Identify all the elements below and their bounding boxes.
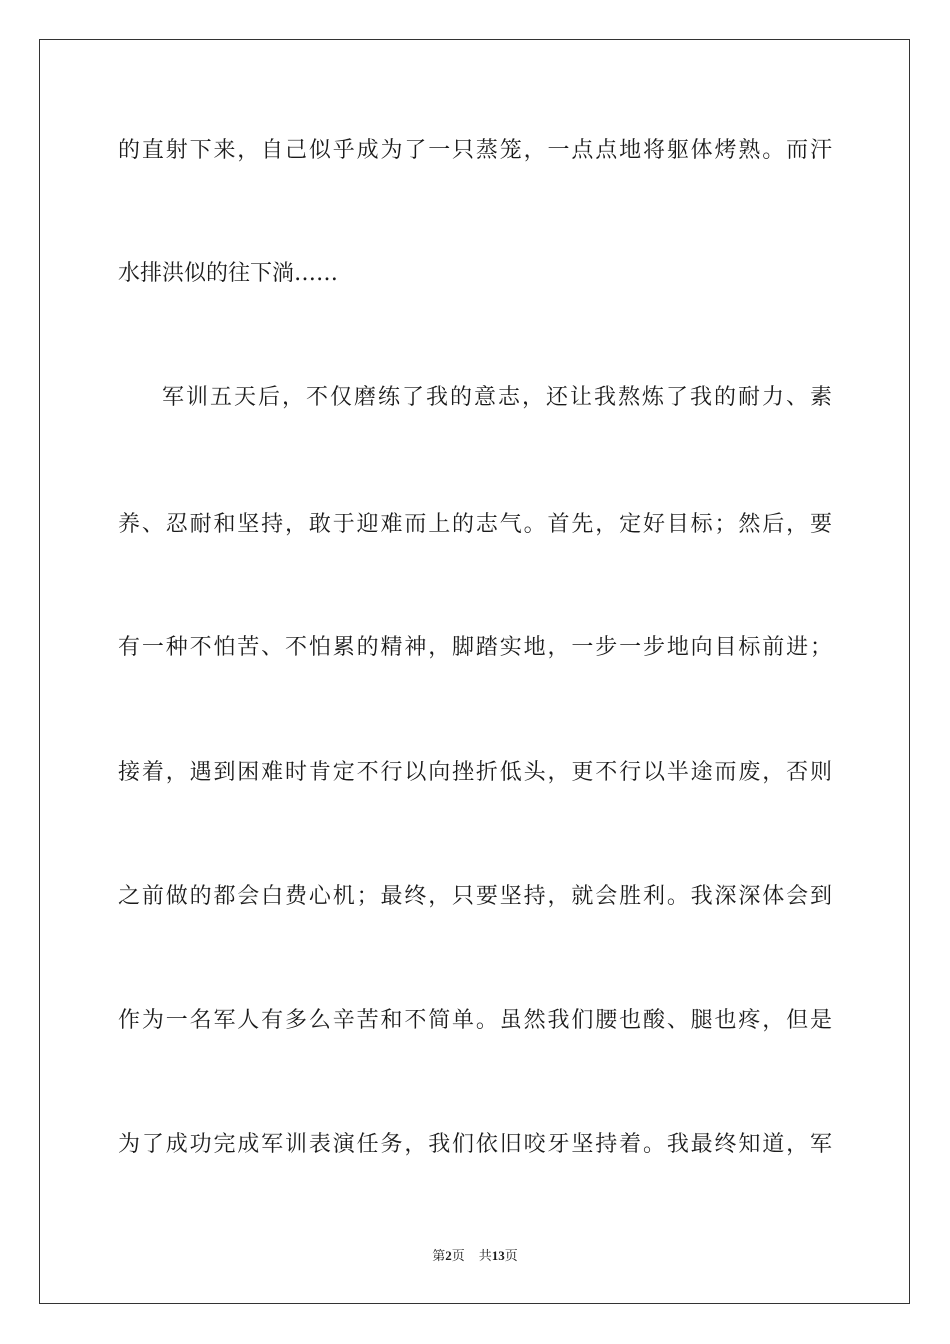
total-prefix: 共 [478, 1248, 492, 1263]
body-line-6: 接着，遇到困难时肯定不行以向挫折低头，更不行以半途而废，否则 [118, 760, 832, 785]
body-line-3: 军训五天后，不仅磨练了我的意志，还让我熬炼了我的耐力、素 [162, 385, 832, 410]
total-pages: 13 [491, 1248, 505, 1263]
body-line-7: 之前做的都会白费心机；最终，只要坚持，就会胜利。我深深体会到 [118, 884, 832, 909]
body-line-9: 为了成功完成军训表演任务，我们依旧咬牙坚持着。我最终知道，军 [118, 1132, 832, 1157]
body-line-4: 养、忍耐和坚持，敢于迎难而上的志气。首先，定好目标；然后，要 [118, 512, 832, 537]
page-number: 2 [445, 1248, 452, 1263]
page-suffix: 页 [451, 1248, 465, 1263]
body-line-8: 作为一名军人有多么辛苦和不简单。虽然我们腰也酸、腿也疼，但是 [118, 1008, 832, 1033]
body-line-2: 水排洪似的往下淌…… [118, 261, 339, 286]
body-line-5: 有一种不怕苦、不怕累的精神，脚踏实地，一步一步地向目标前进； [118, 635, 832, 660]
body-line-1: 的直射下来，自己似乎成为了一只蒸笼，一点点地将躯体烤熟。而汗 [118, 138, 832, 163]
page-prefix: 第 [432, 1248, 446, 1263]
total-suffix: 页 [504, 1248, 518, 1263]
page-footer [0, 1248, 950, 1264]
page-border [39, 39, 910, 1304]
